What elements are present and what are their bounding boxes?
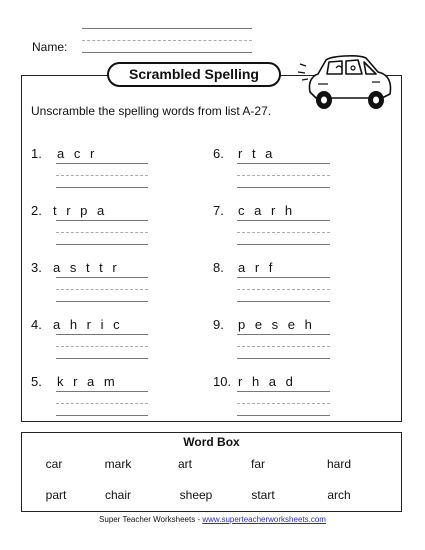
scrambled-word: c a r h <box>238 203 296 218</box>
name-line-dashed <box>82 40 252 41</box>
question-number: 10. <box>213 374 232 389</box>
answer-line-dashed <box>56 232 148 233</box>
answer-line-dashed <box>237 403 330 404</box>
name-line-top <box>82 28 252 29</box>
worksheet-box <box>21 75 402 422</box>
answer-line-top <box>56 334 148 335</box>
answer-line-top <box>56 277 148 278</box>
footer <box>0 515 425 524</box>
word-box-item: arch <box>327 488 351 502</box>
footer-text: Super Teacher Worksheets - <box>99 515 203 524</box>
answer-line-top <box>237 391 330 392</box>
word-box-title: Word Box <box>183 435 240 449</box>
word-box-item: chair <box>104 488 131 502</box>
name-label: Name: <box>32 40 68 54</box>
scrambled-word: k r a m <box>57 374 118 389</box>
word-box-item: part <box>45 488 67 502</box>
question-number: 5. <box>31 374 42 389</box>
scrambled-word: r h a d <box>238 374 296 389</box>
answer-line-dashed <box>56 346 148 347</box>
question-number: 6. <box>213 146 224 161</box>
answer-line-dashed <box>56 403 148 404</box>
question-number: 9. <box>213 317 224 332</box>
word-box-item: far <box>250 457 265 471</box>
question-number: 7. <box>213 203 224 218</box>
scrambled-word: t r p a <box>53 203 108 218</box>
word-box-item: art <box>177 457 192 471</box>
answer-line-bottom[interactable] <box>56 358 148 359</box>
scrambled-word: p e s e h <box>238 317 315 332</box>
question-number: 3. <box>31 260 42 275</box>
answer-line-bottom[interactable] <box>237 358 330 359</box>
car-icon <box>296 52 396 114</box>
answer-line-dashed <box>56 289 148 290</box>
answer-line-top <box>56 220 148 221</box>
word-box-item: sheep <box>179 488 213 502</box>
answer-line-dashed <box>237 346 330 347</box>
question-number: 1. <box>31 146 42 161</box>
name-line-bottom[interactable] <box>82 52 252 53</box>
answer-line-top <box>56 391 148 392</box>
answer-line-bottom[interactable] <box>56 244 148 245</box>
scrambled-word: a h r i c <box>53 317 123 332</box>
question-number: 2. <box>31 203 42 218</box>
answer-line-dashed <box>237 289 330 290</box>
scrambled-word: a r f <box>238 260 276 275</box>
scrambled-word: a s t t r <box>53 260 120 275</box>
answer-line-bottom[interactable] <box>56 187 148 188</box>
instructions-text: Unscramble the spelling words from list A-27. <box>31 104 272 118</box>
scrambled-word: a c r <box>57 146 98 161</box>
answer-line-bottom[interactable] <box>237 187 330 188</box>
word-box-item: car <box>45 457 63 471</box>
question-number: 4. <box>31 317 42 332</box>
answer-line-bottom[interactable] <box>237 301 330 302</box>
answer-line-dashed <box>237 175 330 176</box>
word-box-item: start <box>251 488 275 502</box>
scrambled-word: r t a <box>238 146 276 161</box>
word-box-item: hard <box>326 457 352 471</box>
answer-line-top <box>237 334 330 335</box>
answer-line-top <box>56 163 148 164</box>
word-box-item: mark <box>104 457 132 471</box>
answer-line-bottom[interactable] <box>56 415 148 416</box>
answer-line-dashed <box>56 175 148 176</box>
answer-line-bottom[interactable] <box>237 244 330 245</box>
answer-line-top <box>237 277 330 278</box>
question-number: 8. <box>213 260 224 275</box>
answer-line-dashed <box>237 232 330 233</box>
footer-link[interactable]: www.superteacherworksheets.com <box>202 515 326 524</box>
worksheet-title: Scrambled Spelling <box>107 62 281 87</box>
answer-line-top <box>237 220 330 221</box>
answer-line-bottom[interactable] <box>56 301 148 302</box>
answer-line-top <box>237 163 330 164</box>
answer-line-bottom[interactable] <box>237 415 330 416</box>
